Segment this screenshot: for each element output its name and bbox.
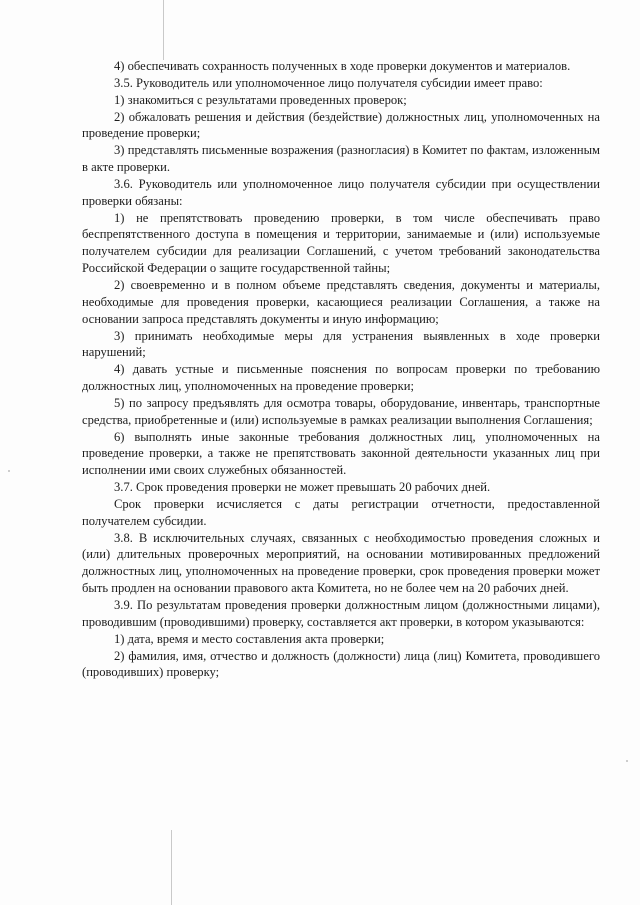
paragraph: 4) давать устные и письменные пояснения по вопросам проверки по требованию должностных лиц, уполномоченных на проведение проверки; — [82, 362, 600, 394]
paragraph: 5) по запросу предъявлять для осмотра товары, оборудование, инвентарь, транспортные средства, приобретенные и (или) используемые в рамках реализации выполнения Соглашения; — [82, 395, 600, 427]
paragraph: 1) дата, время и место составления акта проверки; — [114, 631, 385, 646]
paragraph: 3.5. Руководитель или уполномоченное лицо получателя субсидии имеет право: — [114, 75, 543, 90]
paragraph: 4) обеспечивать сохранность полученных в ходе проверки документов и материалов. — [114, 59, 571, 73]
scan-artifact — [171, 830, 172, 905]
scan-artifact — [163, 0, 164, 60]
paragraph: 3.9. По результатам проведения проверки должностным лицом (должностными лицами), проводившим (проводившими) проверку, составляется акт проверки, в котором указываются: — [82, 598, 600, 629]
paragraph: 3.6. Руководитель или уполномоченное лицо получателя субсидии при осуществлении проверки обязаны: — [82, 176, 600, 208]
paragraph: 1) знакомиться с результатами проведенных проверок; — [114, 92, 407, 107]
document-body — [82, 58, 600, 681]
paragraph: Срок проверки исчисляется с даты регистрации отчетности, предоставленной получателем субсидии. — [82, 496, 600, 528]
paragraph: 3) представлять письменные возражения (разногласия) в Комитет по фактам, изложенным в акте проверки. — [82, 143, 600, 175]
paragraph: 3.7. Срок проведения проверки не может превышать 20 рабочих дней. — [114, 480, 491, 495]
paragraph: 3.8. В исключительных случаях, связанных с необходимостью проведения сложных и (или) длительных проверочных мероприятий, на основании мотивированных предложений должностных лиц, уполномоченных на проведение проверки, срок проведения проверки может быть продлен на основании правового акта Комитета, но не более чем на 20 рабочих дней. — [82, 530, 600, 596]
paragraph: 6) выполнять иные законные требования должностных лиц, уполномоченных на проведение проверки, а также не препятствовать законной деятельности указанных лиц при исполнении ими своих служебных обязанностей. — [82, 429, 600, 478]
paragraph: 2) обжаловать решения и действия (бездействие) должностных лиц, уполномоченных на проведение проверки; — [82, 109, 600, 141]
scan-artifact — [626, 760, 628, 762]
paragraph: 2) фамилия, имя, отчество и должность (должности) лица (лиц) Комитета, проводившего (проводивших) проверку; — [82, 648, 600, 680]
scan-artifact — [8, 470, 10, 472]
paragraph: 2) своевременно и в полном объеме представлять сведения, документы и материалы, необходимые для проведения проверки, касающиеся реализации Соглашения, а также на основании запроса представлять документы и иную информацию; — [82, 277, 600, 326]
paragraph: 1) не препятствовать проведению проверки, в том числе обеспечивать право беспрепятственного доступа в помещения и территории, занимаемые и (или) используемые получателем субсидии для реализации Соглашений, с учетом требований законодательства Российской Федерации о защите государственной тайны; — [82, 210, 600, 276]
paragraph: 3) принимать необходимые меры для устранения выявленных в ходе проверки нарушений; — [82, 328, 600, 360]
